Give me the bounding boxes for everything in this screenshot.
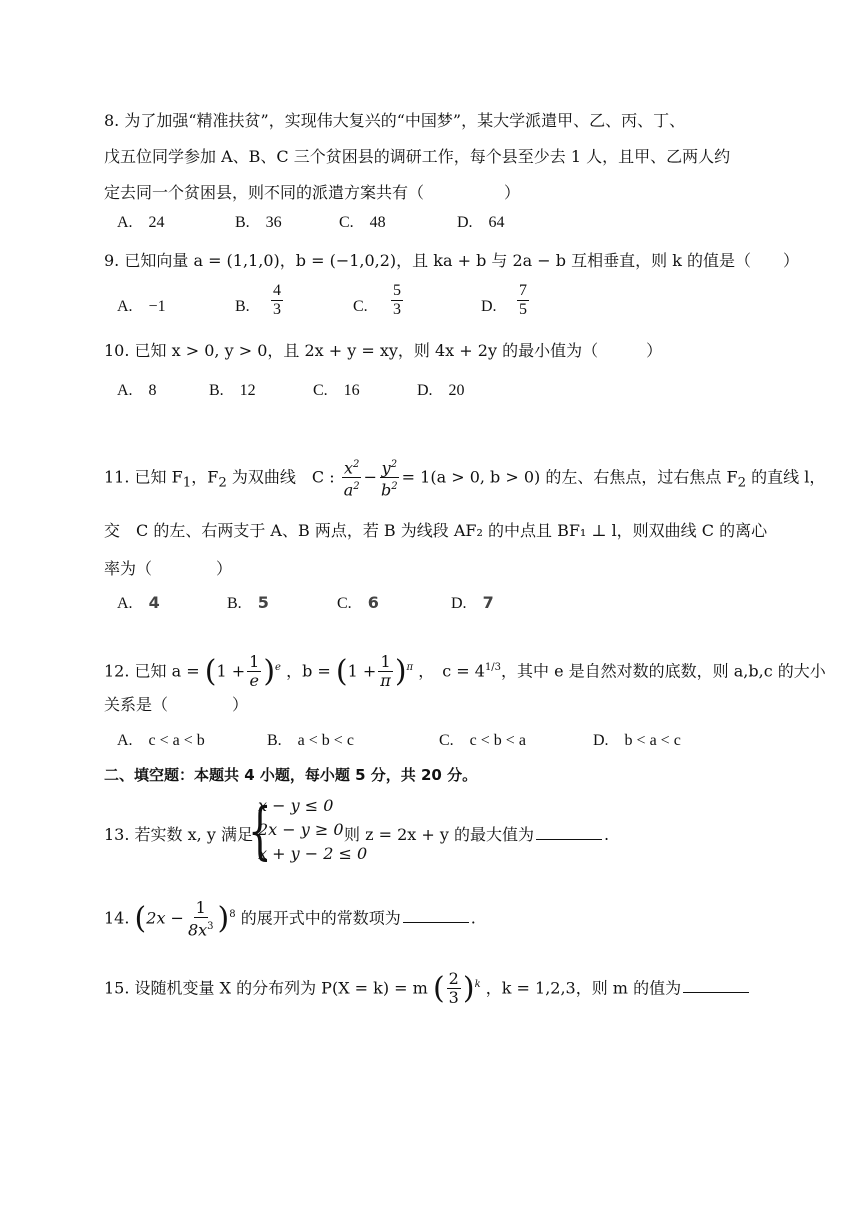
q9-d-denominator: 5 xyxy=(519,301,527,318)
q12-option-a: A. c < a < b xyxy=(117,732,205,749)
q12-option-d: D. b < a < c xyxy=(593,732,681,749)
q10-option-c: C. 16 xyxy=(313,382,360,399)
q9-option-c: C. xyxy=(353,298,368,315)
q9-b-numerator: 4 xyxy=(273,282,281,299)
q15-line: 15. 设随机变量 X 的分布列为 P(X = k) = m ( $\frac{2}{3}$ )$^k$ ，k = 1,2,3，则 m 的值为 xyxy=(104,962,751,1012)
q12-option-c: C. c < b < a xyxy=(439,732,526,749)
q8-option-c: C. 48 xyxy=(339,214,386,231)
q10-option-a: A. 8 xyxy=(117,382,157,399)
q8-option-b: B. 36 xyxy=(235,214,282,231)
q12-part-c: ， c = 4 xyxy=(418,661,485,681)
q11-line-1: 11. 已知 $F_1$，$F_2$ 为双曲线 C : $\frac{x^2}{a^2}$ − $\frac{y^2}{b^2}$ = 1(a > 0, b > 0) 的左、右焦点，过右焦点 $F_2$ 的直线 l， xyxy=(104,456,825,500)
q11-y-fraction: $\frac{y^2}{b^2}$ xyxy=(379,456,400,500)
q12-option-b: B. a < b < c xyxy=(267,732,354,749)
q11-x-fraction: $\frac{x^2}{a^2}$ xyxy=(342,456,362,500)
q9-option-d: D. xyxy=(481,298,497,315)
q12-part-d: ，其中 e 是自然对数的底数，则 a,b,c 的大小 xyxy=(501,661,826,681)
q10-option-d: D. 20 xyxy=(417,382,465,399)
q13-constraint-1: x − y ≤ 0 xyxy=(258,796,334,815)
q15-part-b: ，k = 1,2,3，则 m 的值为 xyxy=(485,978,682,998)
q11-option-b: B. 5 xyxy=(227,593,269,612)
q9-options xyxy=(117,282,637,328)
q14-answer-blank[interactable] xyxy=(403,908,469,923)
q9-d-numerator: 7 xyxy=(519,282,527,299)
q8-option-d: D. 64 xyxy=(457,214,505,231)
q12-part-b: ，b = xyxy=(286,661,331,681)
q11-option-c: C. 6 xyxy=(337,593,379,612)
q10-option-b: B. 12 xyxy=(209,382,256,399)
q10-stem: 10. 已知 x > 0, y > 0，且 2x + y = xy，则 4x + 2y 的最小值为（ ） xyxy=(104,341,663,360)
q13-prefix: 13. 若实数 x, y 满足 xyxy=(104,825,253,844)
q9-c-denominator: 3 xyxy=(393,301,401,318)
q11-part-a: 11. 已知 F xyxy=(104,467,183,487)
q11-option-d: D. 7 xyxy=(451,593,494,612)
q9-option-d-fraction xyxy=(517,282,529,319)
q8-line-2: 戊五位同学参加 A、B、C 三个贫困县的调研工作，每个县至少去 1 人，且甲、乙两人约 xyxy=(104,147,731,166)
q12-part-a: 12. 已知 a = xyxy=(104,661,200,681)
q13-constraint-system xyxy=(248,794,368,868)
q11-part-e: 的直线 l， xyxy=(746,467,826,487)
q9-option-b: B. xyxy=(235,298,250,315)
q9-option-b-fraction xyxy=(271,282,283,319)
q11-part-d: = 1(a > 0, b > 0) 的左、右焦点，过右焦点 F xyxy=(401,467,738,487)
q14-prefix: 14. xyxy=(104,908,130,928)
q13-answer-blank[interactable] xyxy=(536,825,602,840)
q8-option-a: A. 24 xyxy=(117,214,165,231)
section-2-heading: 二、填空题：本题共 4 小题，每小题 5 分，共 20 分。 xyxy=(104,766,478,784)
q11-line-3: 率为（ ） xyxy=(104,559,233,578)
q8-line-3: 定去同一个贫困县，则不同的派遣方案共有（ ） xyxy=(104,183,521,202)
q12-line-1: 12. 已知 a = (1 + $\frac{1}{e}$ )$^e$ ，b = (1 + $\frac{1}{\pi}$ )$^\pi$ ， $c = 4^{1/3}$，其中 e 是自然对数的底数，则 a,b,c 的大小 xyxy=(104,652,826,691)
q14-suffix: 的展开式中的常数项为 xyxy=(240,908,401,928)
brace-icon: { xyxy=(248,794,272,867)
q9-stem: 9. 已知向量 a = (1,1,0)，b = (−1,0,2)，且 ka + b 与 2a − b 互相垂直，则 k 的值是（ ） xyxy=(104,251,799,270)
q15-part-a: 15. 设随机变量 X 的分布列为 P(X = k) = m xyxy=(104,978,428,998)
q8-line-1: 8. 为了加强“精准扶贫”，实现伟大复兴的“中国梦”，某大学派遣甲、乙、丙、丁、 xyxy=(104,111,686,130)
q13-suffix: 则 z = 2x + y 的最大值为 . xyxy=(344,825,610,844)
q11-line-2: 交 C 的左、右两支于 A、B 两点，若 B 为线段 AF₂ 的中点且 BF₁ ⊥ l，则双曲线 C 的离心 xyxy=(104,521,768,540)
q13-constraint-3: x + y − 2 ≤ 0 xyxy=(258,844,368,863)
q14-line: 14. (2x − $\frac{1}{8x^3}$ )$^8$ 的展开式中的常数项为 . xyxy=(104,897,476,939)
q9-c-numerator: 5 xyxy=(393,282,401,299)
q15-answer-blank[interactable] xyxy=(683,978,749,993)
q11-option-a: A. 4 xyxy=(117,593,160,612)
q9-b-denominator: 3 xyxy=(273,301,281,318)
q12-line-2: 关系是（ ） xyxy=(104,695,249,714)
q9-option-a: A. −1 xyxy=(117,298,166,315)
q13-constraint-2: 2x − y ≥ 0 xyxy=(258,820,344,839)
q9-option-c-fraction xyxy=(391,282,403,319)
q11-part-b: ，F xyxy=(191,467,219,487)
q11-part-c: 为双曲线 C : xyxy=(226,467,335,487)
